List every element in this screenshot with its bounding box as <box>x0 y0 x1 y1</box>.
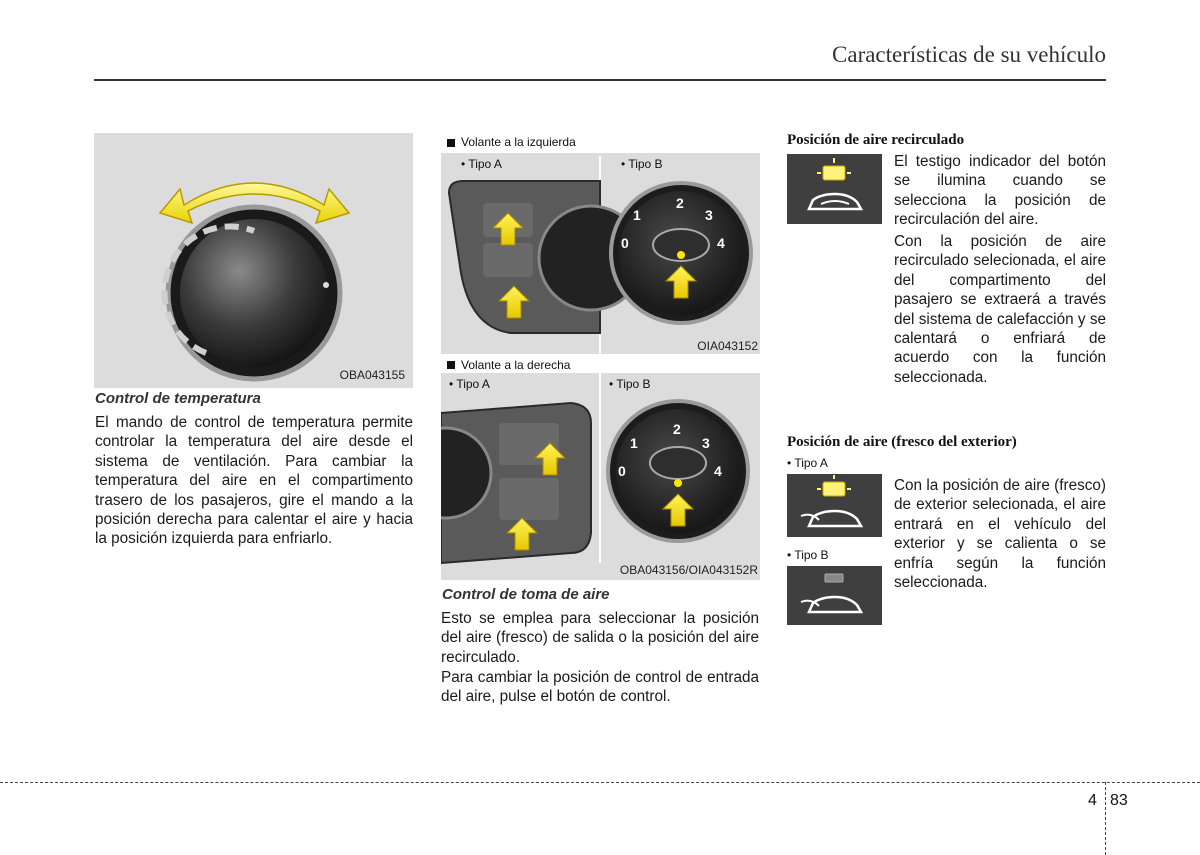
section-caption: Control de toma de aire <box>442 586 610 603</box>
header-rule <box>94 79 1106 81</box>
figure-code-top: OIA043152 <box>697 339 758 353</box>
dial-number: 1 <box>633 207 641 223</box>
dial-number: 3 <box>705 207 713 223</box>
footer-vertical-divider <box>1105 782 1106 855</box>
fresh-air-button-type-a-image <box>787 474 882 537</box>
dial-number: 0 <box>621 235 629 251</box>
section-caption: Control de temperatura <box>95 390 261 407</box>
fresh-air-button-type-b-image <box>787 566 882 625</box>
figure-code-bottom: OBA043156/OIA043152R <box>619 563 758 577</box>
fresh-air-text: Con la posición de aire (fresco) de exterior selecionada, el aire entrará en el vehículo del exterior y se calienta o se enfría según la función seleccionada. <box>894 477 1106 592</box>
tipo-b-label: • Tipo B <box>787 548 829 562</box>
recirculated-text-1: El testigo indicador del botón se ilumina cuando se selecciona la posición de recirculación del aire. <box>894 153 1106 229</box>
temperature-knob-figure <box>94 133 413 388</box>
dial-number: 2 <box>673 421 681 437</box>
heading-fresh-air: Posición de aire (fresco del exterior) <box>787 434 1017 450</box>
page-number: 83 <box>1110 792 1128 809</box>
footer-divider <box>0 782 1200 783</box>
air-intake-paragraph-2: Para cambiar la posición de control de entrada del aire, pulse el botón de control. <box>441 669 759 706</box>
air-intake-figure <box>441 133 760 580</box>
dial-number: 1 <box>630 435 638 451</box>
temperature-paragraph: El mando de control de temperatura permite controlar la temperatura del aire desde el sistema de ventilación. Para cambiar la temperatura del aire en el compartimento trasero de los pasajeros, gire el mando a la posición derecha para calentar el aire y hacia la posición izquierda para enfriarlo. <box>95 414 413 548</box>
dial-number: 0 <box>618 463 626 479</box>
running-header: Características de su vehículo <box>832 42 1106 67</box>
dial-number: 4 <box>714 463 722 479</box>
tipo-a-label: • Tipo A <box>461 157 502 171</box>
section-label-right-hand-drive: Volante a la derecha <box>461 358 571 372</box>
tipo-b-label: • Tipo B <box>609 377 651 391</box>
section-label-left-hand-drive: Volante a la izquierda <box>461 135 576 149</box>
figure-code: OBA043155 <box>339 368 405 382</box>
recirculation-button-image <box>787 154 882 224</box>
tipo-b-label: • Tipo B <box>621 157 663 171</box>
heading-recirculated: Posición de aire recirculado <box>787 132 965 148</box>
air-intake-illustration <box>441 133 760 580</box>
dial-number: 2 <box>676 195 684 211</box>
air-intake-paragraph-1: Esto se emplea para seleccionar la posición del aire (fresco) de salida o la posición del aire recirculado. <box>441 610 759 666</box>
tipo-a-label: • Tipo A <box>449 377 490 391</box>
chapter-number: 4 <box>1088 792 1097 809</box>
dial-number: 4 <box>717 235 725 251</box>
recirculated-text-2: Con la posición de aire recirculado selecionada, el aire del compartimento del pasajero se extraerá a través del sistema de calefacción y se calentará o enfriará de acuerdo con la función seleccionada. <box>894 233 1106 386</box>
tipo-a-label: • Tipo A <box>787 456 828 470</box>
dial-number: 3 <box>702 435 710 451</box>
temperature-knob-illustration <box>94 133 413 388</box>
